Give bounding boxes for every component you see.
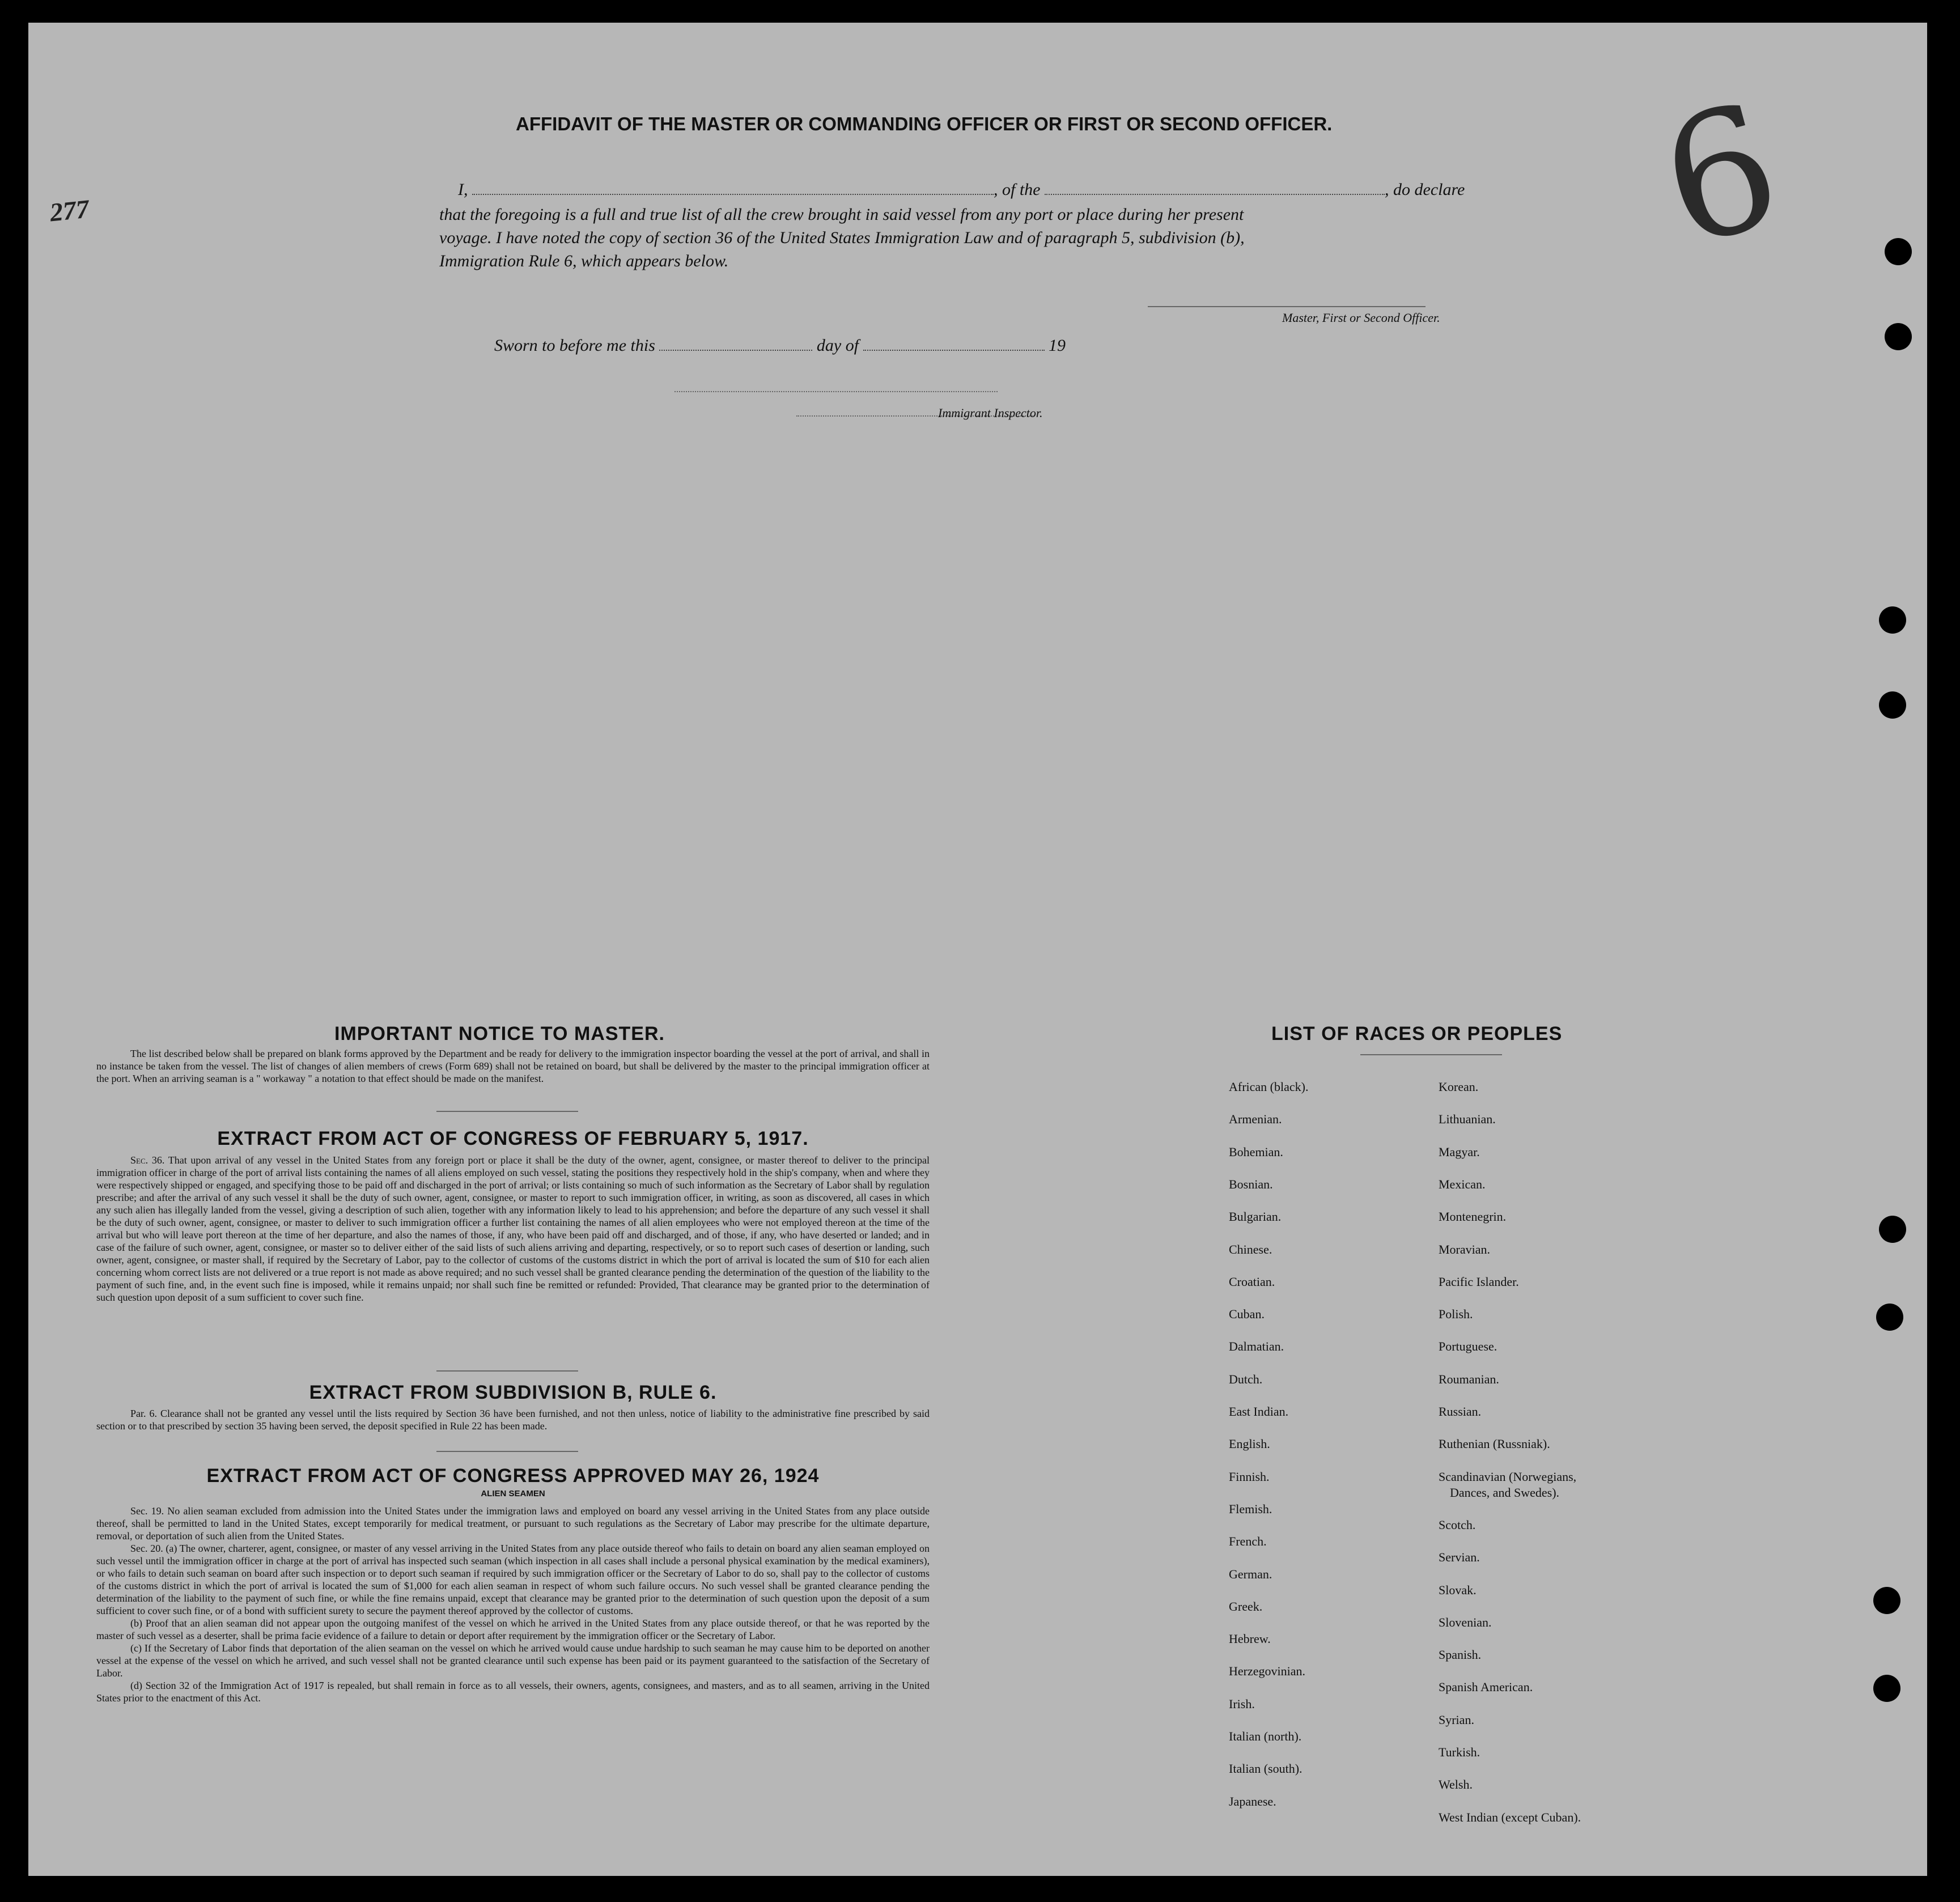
sec36-text: That upon arrival of any vessel in the United States from any foreign port or place it shall be the duty of the owner, agent, consignee, or master thereof to deliver to the principal immigration officer in charge of the port of arrival lists containing the names of all aliens employed on such vessel, stating the positions they respectively hold in the ship's company, when and where they were respectively shipped or engaged, and specifying those to be paid off and discharged in the port of arrival; or lists containing so much of such information as the Secretary of Labor shall by regulation prescribe; and after the arrival of any such vessel it shall be the duty of such owner, agent, consignee, or master to report to such immigration officer, in writing, as soon as discovered, all cases in which any such alien has illegally landed from the vessel, giving a description of such alien, together with any information likely to lead to his apprehension; and before the departure of any such vessel it shall be the duty of such owner, agent, consignee, or master to deliver to such immigration officer a further list containing the names of all alien employees who were not employed thereon at the time of the arrival but who will leave port thereon at the time of her departure, and also the names of those, if any, who have been paid off and discharged, and of those, if any, who have deserted or landed; and in case of the failure of such owner, agent, consignee, or master so to deliver either of the said lists of such aliens arriving and departing, respectively, or so to report such cases of desertion or landing, such owner, agent, consignee, or master shall, if required by the Secretary of Labor, pay to the collector of customs of the customs district in which the port of arrival is located the sum of $10 for each alien concerning whom correct lists are not delivered or a true report is not made as above required; and no such vessel shall be granted clearance pending the determination of the question of the liability to the payment of such fine, and, in the event such fine is imposed, while it remains unpaid; nor shall such fine be remitted or refunded: Provided, That clearance may be granted prior to the determination of such question upon deposit of a sum sufficient to cover such fine. — [96, 1154, 930, 1303]
divider — [436, 1111, 578, 1112]
divider — [436, 1451, 578, 1452]
divider — [1360, 1054, 1502, 1055]
affidavit-body-line1: that the foregoing is a full and true list of all the crew brought in said vessel from any port or place during her present — [439, 205, 1244, 224]
binder-hole — [1879, 691, 1906, 719]
sec19-text: Sec. 19. No alien seaman excluded from admission into the United States under the immigration laws and employed on board any vessel arriving in the United States from any place outside thereof, shall be permitted to land in the United States, except temporarily for medical treatment, or pursuant to such regulations as the Secretary of Labor may prescribe for the ultimate departure, removal, or deportation of such alien from the United States. — [96, 1505, 930, 1542]
affidavit-declare-line — [458, 180, 1465, 199]
race-item: Lithuanian. — [1439, 1112, 1496, 1127]
races-title: LIST OF RACES OR PEOPLES — [1271, 1023, 1563, 1045]
race-item: Croatian. — [1229, 1274, 1275, 1289]
race-item: Japanese. — [1229, 1794, 1276, 1808]
affidavit-body-line3: Immigration Rule 6, which appears below. — [439, 252, 729, 270]
sec20a-text: Sec. 20. (a) The owner, charterer, agent, consignee, or master of any vessel arriving in the United States from any place outside thereof who fails to detain on board any alien seaman employed on such vessel until the immigration officer in charge at the port of arrival has inspected such seaman (which inspection in all cases shall include a personal physical examination by the medical examiners), or who fails to detain such seaman on board after such inspection or to deport such seaman if required by such immigration officer or the Secretary of Labor to do so, shall pay to the collector of customs of the customs district in which the port of arrival is located the sum of $1,000 for each alien seaman in respect of whom such failure occurs. No such vessel shall be granted clearance pending the determination of the liability to the payment of such fine, or while the fine remains unpaid, except that clearance may be granted prior to the determination of such question upon the deposit of a sum sufficient to cover such fine, or of a bond with sufficient surety to secure the payment thereof approved by the collector of customs. — [96, 1543, 930, 1616]
race-item: East Indian. — [1229, 1404, 1289, 1419]
sworn-day-blank[interactable] — [659, 350, 812, 351]
race-item: Magyar. — [1439, 1144, 1480, 1159]
race-item: Pacific Islander. — [1439, 1274, 1519, 1289]
race-item: Moravian. — [1439, 1242, 1491, 1256]
race-item: Slovenian. — [1439, 1615, 1492, 1629]
binder-hole — [1873, 1587, 1900, 1614]
race-item: Italian (south). — [1229, 1761, 1303, 1776]
sec20b-text: (b) Proof that an alien seaman did not appear upon the outgoing manifest of the vessel on which he arrived in the United States from any place outside thereof, or that he was reported by the master of such vessel as a deserter, shall be prima facie evidence of a failure to detain or deport after requirement by the immigration officer or the Secretary of Labor. — [96, 1617, 930, 1641]
race-item: Korean. — [1439, 1080, 1479, 1094]
binder-hole — [1885, 238, 1912, 265]
race-item: Italian (north). — [1229, 1729, 1302, 1743]
divider — [436, 1370, 578, 1372]
master-signature-line[interactable] — [1148, 306, 1426, 307]
race-item: West Indian (except Cuban). — [1439, 1810, 1581, 1824]
inspector-label: Immigrant Inspector. — [938, 406, 1043, 420]
master-signature-label: Master, First or Second Officer. — [1282, 311, 1440, 325]
race-item: Irish. — [1229, 1696, 1255, 1711]
race-item: French. — [1229, 1534, 1267, 1549]
extract-rule6-body: Par. 6. Clearance shall not be granted any vessel until the lists required by Section 36 have been furnished, and not then unless, notice of liability to the administrative fine prescribed by said section or to that prescribed by section 35 having been served, the deposit specified in Rule 22 has been made. — [96, 1408, 930, 1432]
vessel-blank[interactable] — [1045, 194, 1385, 195]
race-item: Hebrew. — [1229, 1632, 1271, 1646]
race-item: Bosnian. — [1229, 1177, 1273, 1191]
race-item: German. — [1229, 1566, 1272, 1581]
race-item: Herzegovinian. — [1229, 1664, 1305, 1679]
sworn-day-of: day of — [816, 336, 859, 355]
handwritten-page-number: 277 — [48, 194, 91, 227]
race-item: Russian. — [1439, 1404, 1482, 1419]
sworn-month-blank[interactable] — [863, 350, 1045, 351]
race-item: Mexican. — [1439, 1177, 1486, 1191]
race-item: Bohemian. — [1229, 1144, 1283, 1159]
race-item: Slovak. — [1439, 1582, 1477, 1597]
race-item: English. — [1229, 1437, 1270, 1451]
extract-1924-title: EXTRACT FROM ACT OF CONGRESS APPROVED MAY 26, 1924 — [206, 1465, 820, 1487]
race-item: Scandinavian (Norwegians, — [1439, 1469, 1577, 1484]
race-item: Cuban. — [1229, 1307, 1265, 1322]
race-item: Syrian. — [1439, 1712, 1474, 1727]
affidavit-body-line2: voyage. I have noted the copy of section 36 of the United States Immigration Law and of paragraph 5, subdivision (b), — [439, 228, 1245, 247]
binder-hole — [1879, 1216, 1906, 1243]
extract-rule6-title: EXTRACT FROM SUBDIVISION B, RULE 6. — [309, 1382, 717, 1403]
sec20c-text: (c) If the Secretary of Labor finds that deportation of the alien seaman on the vessel on which he arrived would cause undue hardship to such seaman he may cause him to be deported on another vessel at the expense of the vessel on which he arrived, and such vessel shall not be granted clearance until such expense has been paid or its payment guaranteed to the satisfaction of the Secretary of Labor. — [96, 1642, 930, 1679]
race-item: Servian. — [1439, 1550, 1480, 1565]
declare-i: I, — [458, 180, 468, 199]
race-item: Armenian. — [1229, 1112, 1282, 1127]
sworn-prefix: Sworn to before me this — [494, 336, 655, 355]
extract-1917-body — [96, 1154, 930, 1304]
race-item: Polish. — [1439, 1307, 1473, 1322]
race-item: Dalmatian. — [1229, 1339, 1284, 1354]
race-item: Roumanian. — [1439, 1372, 1499, 1386]
race-item: African (black). — [1229, 1080, 1309, 1094]
notice-title: IMPORTANT NOTICE TO MASTER. — [334, 1023, 665, 1045]
race-item: Ruthenian (Russniak). — [1439, 1437, 1550, 1451]
race-item: Montenegrin. — [1439, 1209, 1507, 1224]
binder-hole — [1876, 1304, 1903, 1331]
race-item: Spanish. — [1439, 1648, 1482, 1662]
race-item: Bulgarian. — [1229, 1209, 1282, 1224]
race-item: Welsh. — [1439, 1777, 1473, 1792]
extract-1917-title: EXTRACT FROM ACT OF CONGRESS OF FEBRUARY 5, 1917. — [217, 1128, 809, 1149]
sec20d-text: (d) Section 32 of the Immigration Act of 1917 is repealed, but shall remain in force as to all vessels, their owners, agents, consignees, and masters, and as to all seamen, arriving in the United States prior to the enactment of this Act. — [96, 1680, 930, 1704]
race-item: Turkish. — [1439, 1745, 1480, 1759]
inspector-line-upper — [674, 391, 998, 392]
race-item: Dutch. — [1229, 1372, 1263, 1386]
binder-hole — [1873, 1675, 1900, 1702]
race-item: Greek. — [1229, 1599, 1263, 1614]
name-blank[interactable] — [472, 194, 994, 195]
extract-1924-body — [96, 1505, 930, 1704]
notice-body: The list described below shall be prepared on blank forms approved by the Department and be ready for delivery to the immigration inspector boarding the vessel at the port of arrival, and shall in no instance be taken from the vessel. The list of changes of alien members of crews (Form 689) shall not be retained on board, but shall be delivered by the master to the principal immigration officer at the port. When an arriving seaman is a " workaway " a notation to that effect should be made on the manifest. — [96, 1048, 930, 1084]
race-item: Dances, and Swedes). — [1450, 1485, 1560, 1500]
extract-1924-subtitle: ALIEN SEAMEN — [481, 1489, 545, 1498]
race-item: Chinese. — [1229, 1242, 1272, 1256]
declare-of-the: , of the — [994, 180, 1041, 199]
race-item: Spanish American. — [1439, 1680, 1533, 1695]
handwritten-large-mark: 6 — [1642, 66, 1798, 285]
sworn-year: 19 — [1049, 336, 1066, 355]
declare-do-declare: , do declare — [1385, 180, 1465, 199]
sec36-label: Sec. 36. — [130, 1154, 165, 1166]
race-item: Portuguese. — [1439, 1339, 1497, 1354]
race-item: Scotch. — [1439, 1517, 1476, 1532]
race-item: Flemish. — [1229, 1501, 1272, 1516]
binder-hole — [1885, 323, 1912, 350]
affidavit-title: AFFIDAVIT OF THE MASTER OR COMMANDING OFFICER OR FIRST OR SECOND OFFICER. — [516, 113, 1333, 134]
sworn-line — [494, 336, 1066, 355]
race-item: Finnish. — [1229, 1469, 1270, 1484]
binder-hole — [1879, 606, 1906, 634]
